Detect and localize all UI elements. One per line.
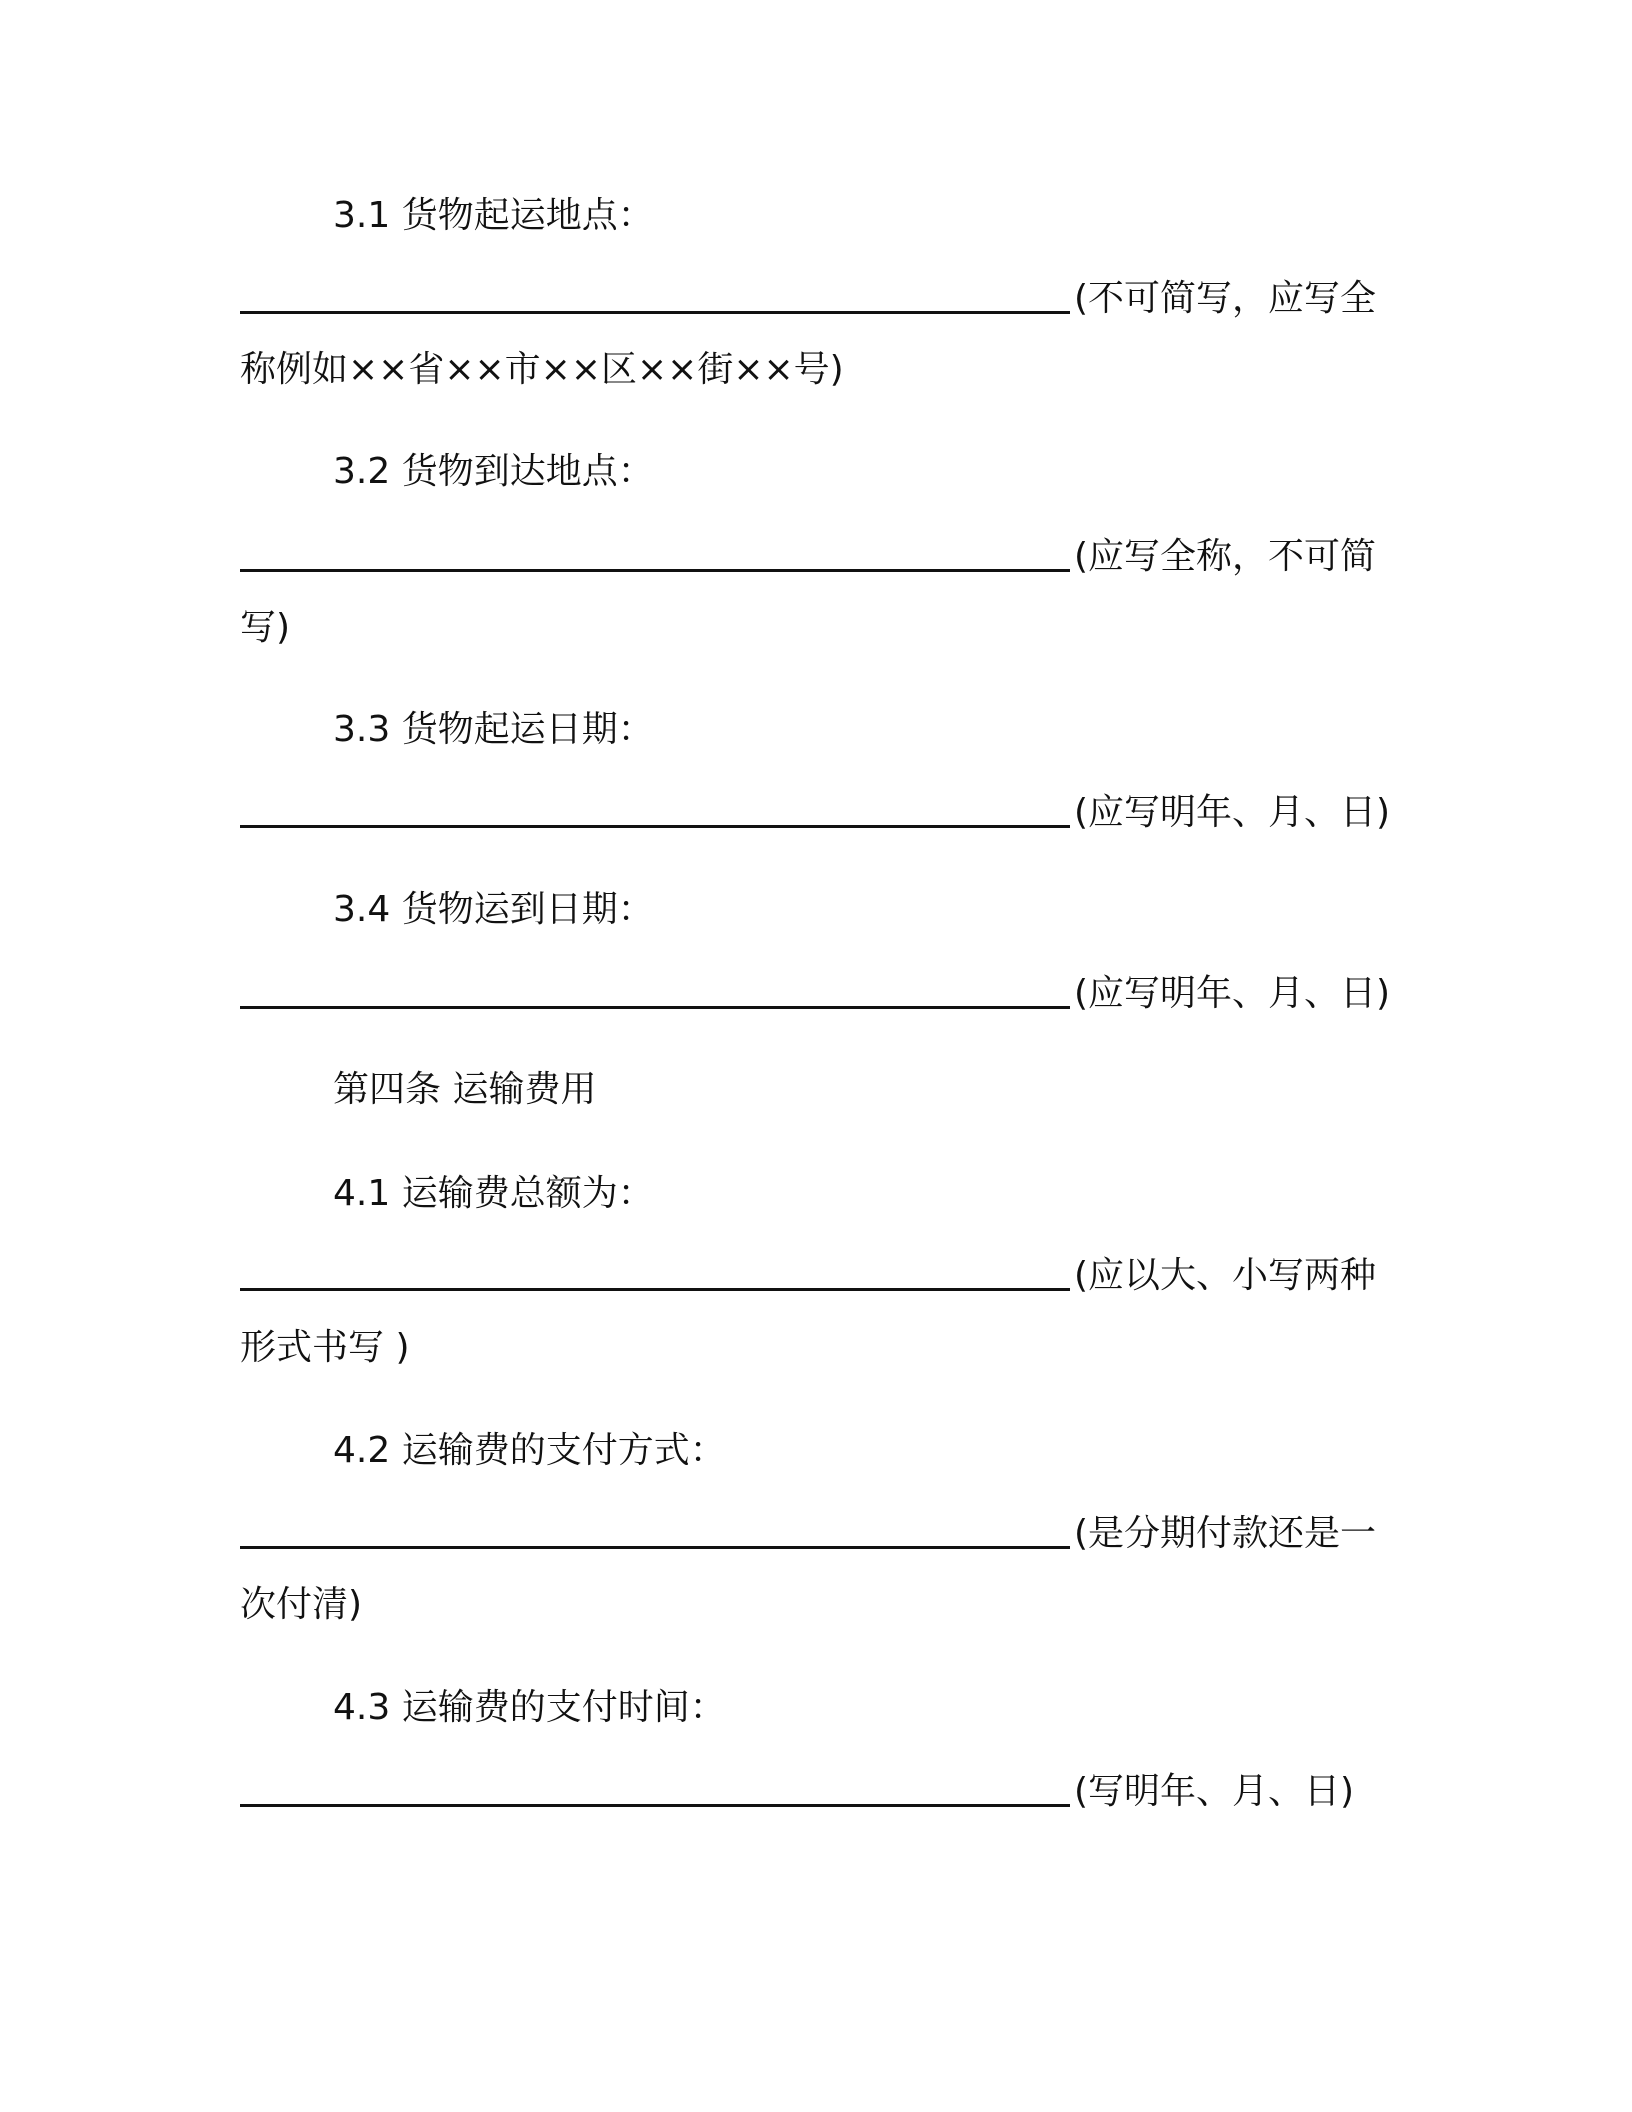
item-4-1-row: [240, 1250, 1376, 1302]
item-3-1-row: [240, 273, 1376, 325]
item-3-4-hint: (应写明年、月、日): [1074, 973, 1391, 1014]
item-4-3-hint: (写明年、月、日): [1074, 1771, 1355, 1812]
item-3-1-hint-cont: 称例如××省××市××区××街××号): [240, 349, 844, 390]
item-4-2-blank[interactable]: [240, 1508, 1070, 1549]
item-4-2-hint: (是分期付款还是一: [1074, 1513, 1377, 1554]
item-3-3-blank[interactable]: [240, 787, 1070, 828]
section-4-heading: 第四条 运输费用: [333, 1069, 597, 1110]
item-3-2-hint-cont: 写): [240, 607, 291, 648]
item-3-2-label: 3.2 货物到达地点：: [333, 451, 654, 492]
item-4-2-label: 4.2 运输费的支付方式：: [333, 1430, 726, 1471]
item-4-3-label: 4.3 运输费的支付时间：: [333, 1687, 726, 1728]
item-3-1-label: 3.1 货物起运地点：: [333, 195, 654, 236]
item-3-4-label: 3.4 货物运到日期：: [333, 889, 654, 930]
item-4-2-row: [240, 1508, 1376, 1560]
item-4-1-blank[interactable]: [240, 1250, 1070, 1291]
item-3-3-hint: (应写明年、月、日): [1074, 792, 1391, 833]
item-3-4-blank[interactable]: [240, 968, 1070, 1009]
item-3-2-blank[interactable]: [240, 531, 1070, 572]
item-4-1-label: 4.1 运输费总额为：: [333, 1173, 654, 1214]
item-3-3-label: 3.3 货物起运日期：: [333, 709, 654, 750]
item-4-3-row: [240, 1766, 1354, 1818]
item-4-3-blank[interactable]: [240, 1766, 1070, 1807]
item-4-1-hint: (应以大、小写两种: [1074, 1255, 1377, 1296]
item-3-2-row: [240, 531, 1376, 583]
item-3-1-hint: (不可简写，应写全: [1074, 278, 1377, 319]
item-4-1-hint-cont: 形式书写 ): [240, 1327, 410, 1368]
item-3-3-row: [240, 787, 1390, 839]
item-3-1-blank[interactable]: [240, 273, 1070, 314]
item-3-4-row: [240, 968, 1390, 1020]
item-4-2-hint-cont: 次付清): [240, 1584, 363, 1625]
item-3-2-hint: (应写全称，不可简: [1074, 536, 1377, 577]
